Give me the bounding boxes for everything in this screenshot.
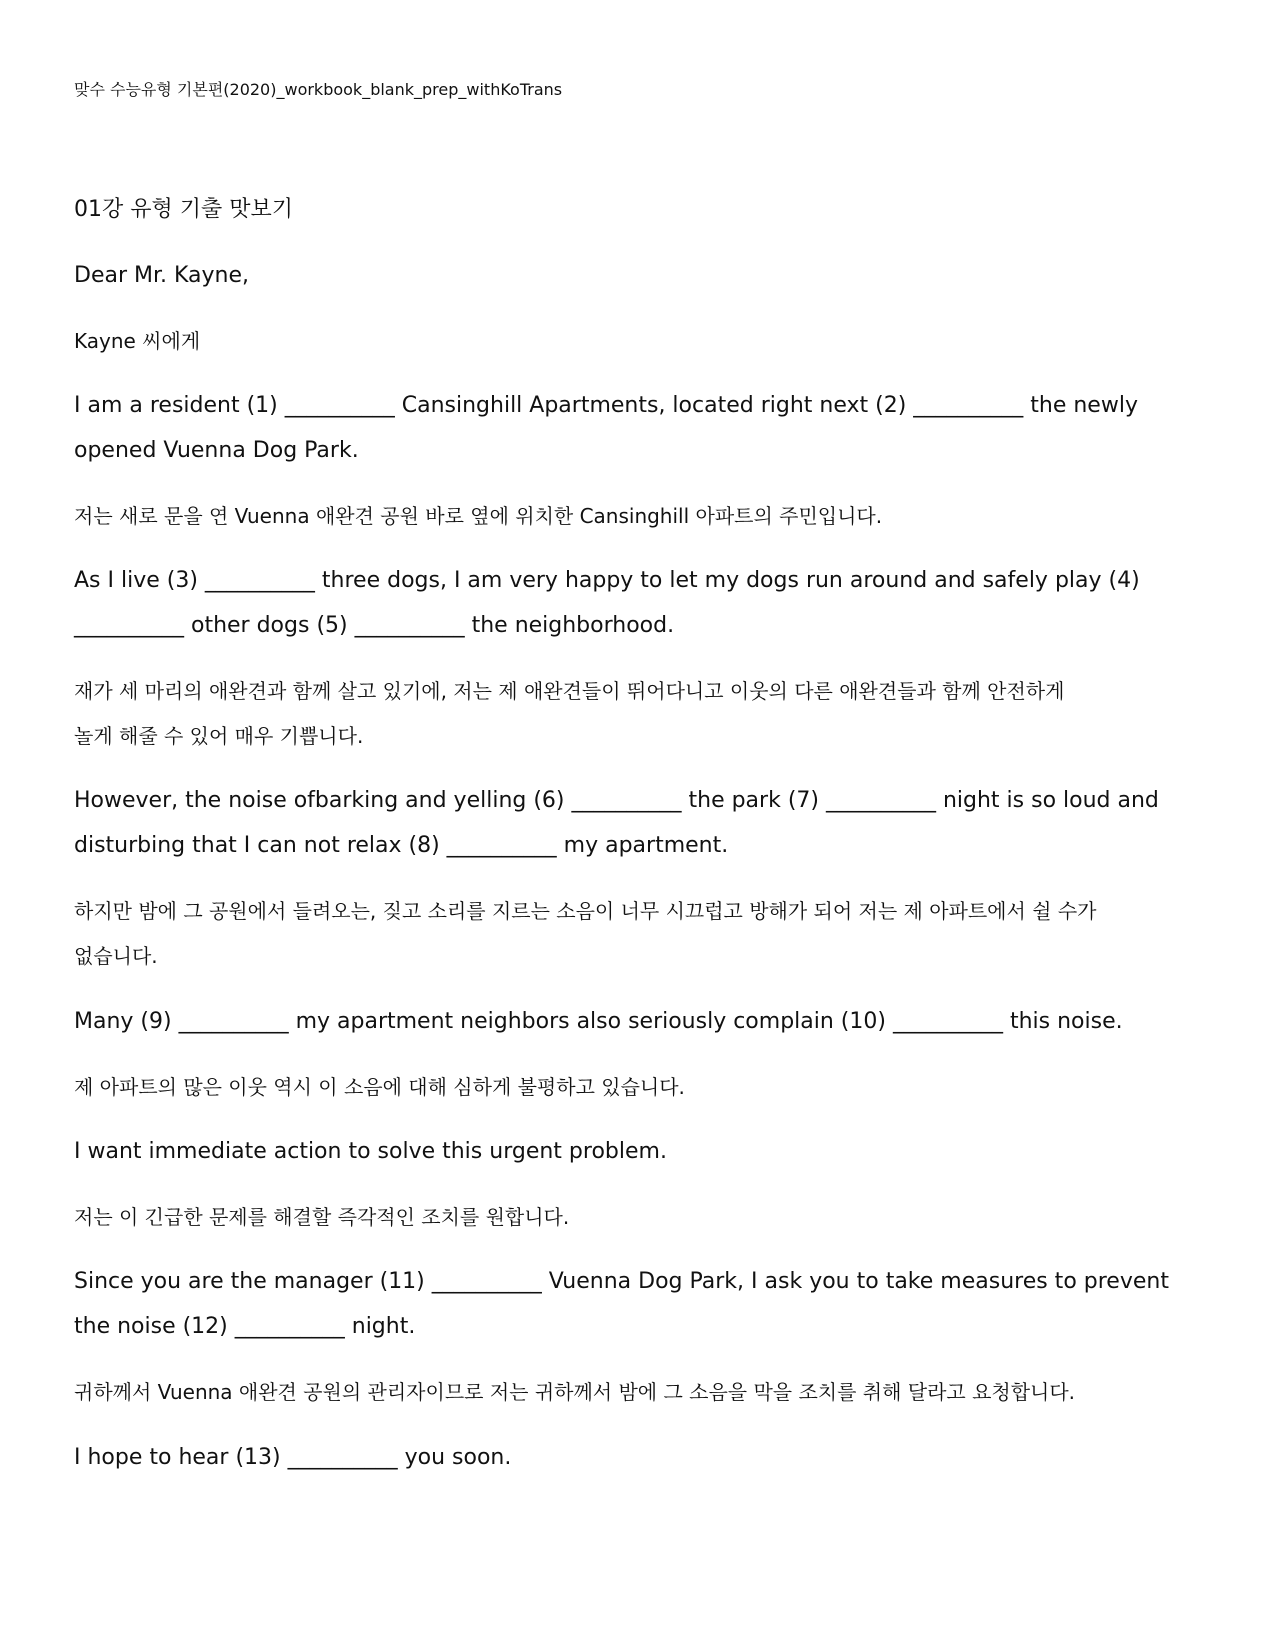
text-line: __________ other dogs (5) __________ the neighborhood.: [74, 613, 675, 638]
translation-line: Kayne 씨에게: [74, 329, 201, 353]
text-line: the noise (12) __________ night.: [74, 1314, 416, 1339]
text-line: However, the noise ofbarking and yelling (6) __________ the park (7) __________ night is so loud and: [74, 788, 1159, 813]
text-line: Many (9) __________ my apartment neighbors also seriously complain (10) __________ this noise.: [74, 1009, 1123, 1034]
translation-line: 재가 세 마리의 애완견과 함께 살고 있기에, 저는 제 애완견들이 뛰어다니고 이웃의 다른 애완견들과 함께 안전하게: [74, 679, 1065, 703]
translation-line: 하지만 밤에 그 공원에서 들려오는, 짖고 소리를 지르는 소음이 너무 시끄럽고 방해가 되어 저는 제 아파트에서 쉴 수가: [74, 899, 1097, 923]
text-line: opened Vuenna Dog Park.: [74, 438, 359, 463]
translation-line: 없습니다.: [74, 944, 158, 968]
text-line: Dear Mr. Kayne,: [74, 263, 250, 288]
translation-line: 저는 새로 문을 연 Vuenna 애완견 공원 바로 옆에 위치한 Cansinghill 아파트의 주민입니다.: [74, 504, 883, 528]
section-title: 01강 유형 기출 맛보기: [74, 197, 293, 222]
document-header: 맞수 수능유형 기본편(2020)_workbook_blank_prep_withKoTrans: [74, 80, 563, 99]
text-line: Since you are the manager (11) __________ Vuenna Dog Park, I ask you to take measures to prevent: [74, 1269, 1169, 1294]
translation-line: 놀게 해줄 수 있어 매우 기쁩니다.: [74, 724, 364, 748]
text-line: I am a resident (1) __________ Cansinghill Apartments, located right next (2) __________ the newly: [74, 393, 1138, 418]
text-line: I hope to hear (13) __________ you soon.: [74, 1445, 512, 1470]
text-line: As I live (3) __________ three dogs, I am very happy to let my dogs run around and safely play (4): [74, 568, 1140, 593]
translation-line: 제 아파트의 많은 이웃 역시 이 소음에 대해 심하게 불평하고 있습니다.: [74, 1075, 685, 1099]
translation-line: 귀하께서 Vuenna 애완견 공원의 관리자이므로 저는 귀하께서 밤에 그 소음을 막을 조치를 취해 달라고 요청합니다.: [74, 1380, 1076, 1404]
text-line: I want immediate action to solve this urgent problem.: [74, 1139, 667, 1164]
translation-line: 저는 이 긴급한 문제를 해결할 즉각적인 조치를 원합니다.: [74, 1205, 570, 1229]
text-line: disturbing that I can not relax (8) __________ my apartment.: [74, 833, 729, 858]
